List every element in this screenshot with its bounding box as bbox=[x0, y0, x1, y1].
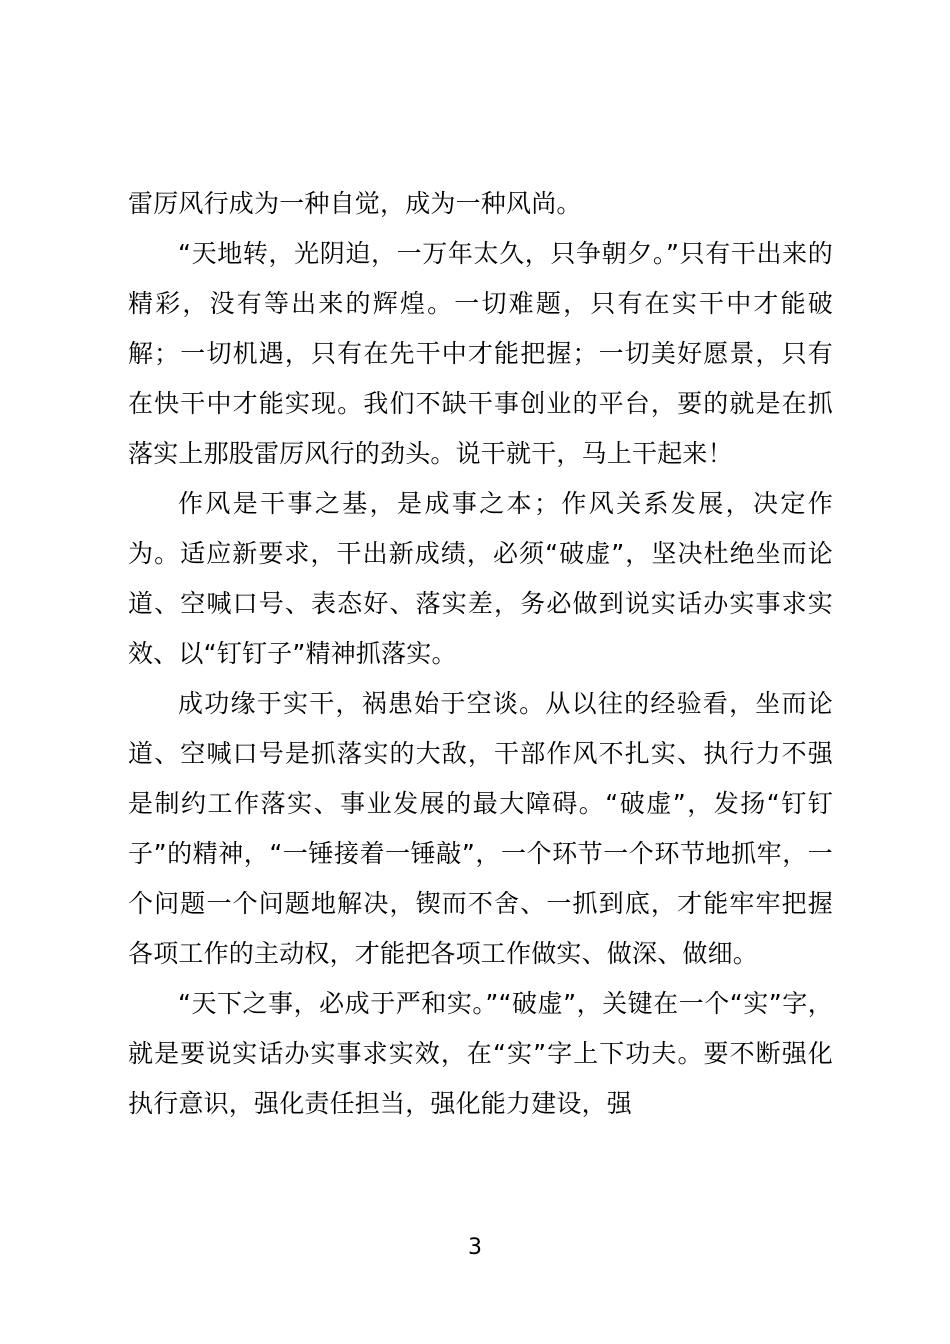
body-text bbox=[128, 179, 833, 1129]
paragraph-1: 雷厉风行成为一种自觉，成为一种风尚。 bbox=[128, 189, 582, 218]
paragraph-2: “天地转，光阴迫，一万年太久，只争朝夕。”只有干出来的精彩，没有等出来的辉煌。一切难题，只有在实干中才能破解；一切机遇，只有在先干中才能把握；一切美好愿景，只有在快干中才能实现。我们不缺干事创业的平台，要的就是在抓落实上那股雷厉风行的劲头。说干就干，马上干起来！ bbox=[128, 239, 833, 468]
page-number: 3 bbox=[468, 1235, 482, 1260]
paragraph-4: 成功缘于实干，祸患始于空谈。从以往的经验看，坐而论道、空喊口号是抓落实的大敌，干部作风不扎实、执行力不强是制约工作落实、事业发展的最大障碍。“破虚”，发扬“钉钉子”的精神，“一锤接着一锤敲”，一个环节一个环节地抓牢，一个问题一个问题地解决，锲而不舍、一抓到底，才能牢牢把握各项工作的主动权，才能把各项工作做实、做深、做细。 bbox=[128, 689, 833, 968]
paragraph-3: 作风是干事之基，是成事之本；作风关系发展，决定作为。适应新要求，干出新成绩，必须“破虚”，坚决杜绝坐而论道、空喊口号、表态好、落实差，务必做到说实话办实事求实效、以“钉钉子”精神抓落实。 bbox=[128, 489, 833, 668]
paragraph-5: “天下之事，必成于严和实。”“破虚”，关键在一个“实”字，就是要说实话办实事求实效，在“实”字上下功夫。要不断强化执行意识，强化责任担当，强化能力建设，强 bbox=[128, 989, 833, 1118]
